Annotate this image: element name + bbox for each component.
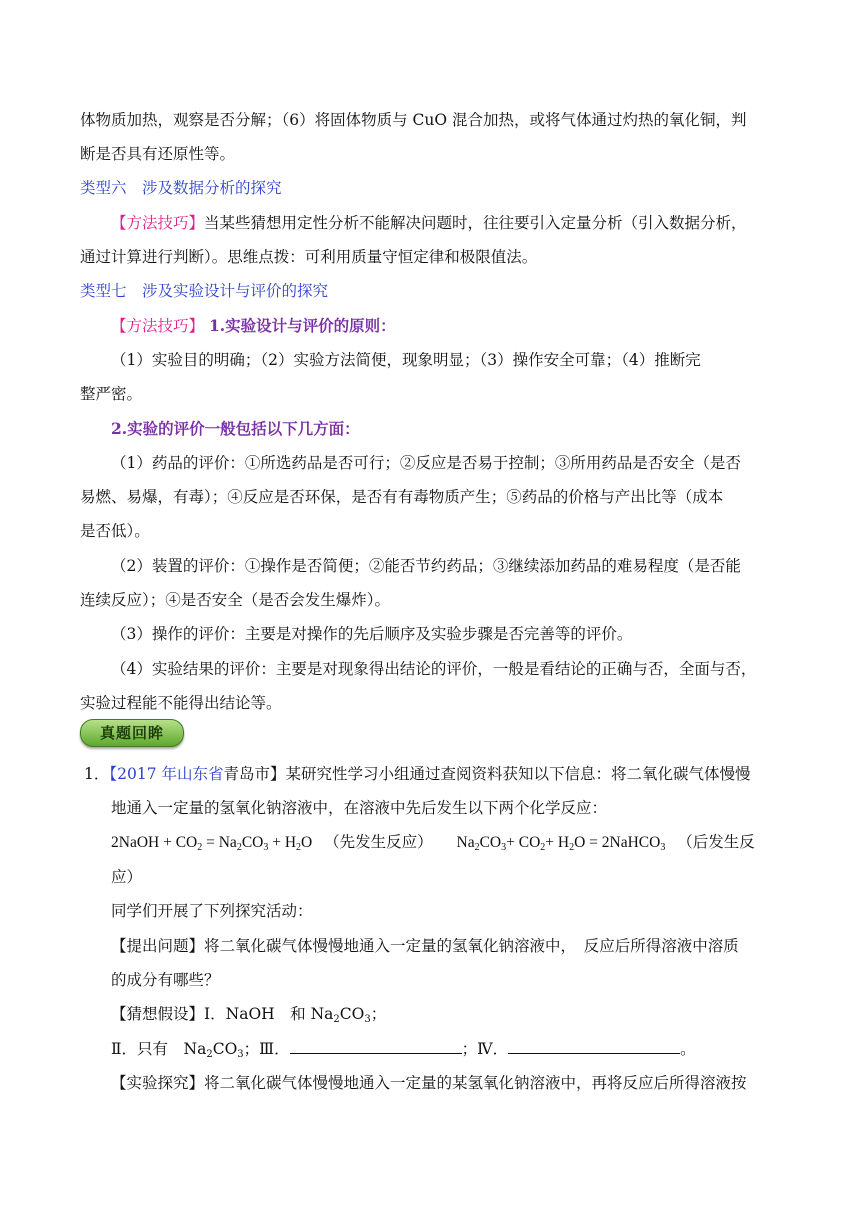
answer-blank-iv[interactable] (508, 1039, 680, 1054)
question-source-close: 】 (270, 765, 286, 783)
section-heading-type6: 类型六 涉及数据分析的探究 (80, 179, 282, 197)
section-heading-type7: 类型七 涉及实验设计与评价的探究 (80, 282, 329, 300)
paragraph-line: （1）药品的评价：①所选药品是否可行；②反应是否易于控制；③所用药品是否安全（是否 (111, 454, 741, 472)
method-tips-label: 【方法技巧】 (111, 214, 205, 232)
paragraph-line: 连续反应）；④是否安全（是否会发生爆炸）。 (80, 591, 391, 609)
question-source: 【2017 年山东省 (109, 765, 224, 783)
equation-2: $Na_2CO_3+ CO_2+ H_2O$ = 2NaHCO$_3$ (456, 834, 666, 853)
question-text: 某研究性学习小组通过查阅资料获知以下信息：将二氧化碳气体慢慢 (285, 765, 751, 783)
paragraph-line: 应） (111, 868, 143, 886)
paragraph-line: （3）操作的评价：主要是对操作的先后顺序及实验步骤是否完善等的评价。 (111, 625, 633, 643)
experiment-label: 【实验探究】 (111, 1074, 205, 1092)
principle-heading: 1.实验设计与评价的原则： (208, 316, 396, 335)
paragraph-line: 整严密。 (80, 385, 143, 403)
paragraph-line: 体物质加热，观察是否分解；（6）将固体物质与 CuO 混合加热，或将气体通过灼热的氧化铜，判 (80, 111, 747, 129)
method-tips-label: 【方法技巧】 (111, 317, 205, 335)
tips-line (111, 315, 396, 337)
paragraph-line: 是否低）。 (80, 522, 150, 540)
reaction-equations (111, 832, 755, 854)
answer-blank-iii[interactable] (290, 1039, 462, 1054)
question-number: 1． (84, 765, 110, 783)
question-line (84, 763, 751, 785)
tips-text: 当某些猜想用定性分析不能解决问题时，往往要引入定量分析（引入数据分析， (204, 214, 747, 232)
paragraph-line: 断是否具有还原性等。 (80, 145, 236, 163)
equation-1-note: （先发生反应） (324, 834, 433, 851)
equation-2-note: （后发生反 (677, 834, 755, 851)
paragraph-line: （4）实验结果的评价：主要是对现象得出结论的评价，一般是看结论的正确与否，全面与否， (111, 660, 757, 678)
paragraph-line: 同学们开展了下列探究活动： (111, 902, 313, 920)
hypothesis-line: Ⅱ．只有 $Na_2CO_3$；Ⅲ． ；Ⅳ． 。 (111, 1040, 696, 1060)
paragraph-line: 的成分有哪些？ (111, 971, 220, 989)
ask-label: 【提出问题】 (111, 937, 205, 955)
evaluation-heading: 2.实验的评价一般包括以下几方面： (111, 419, 360, 438)
paragraph-line: （2）装置的评价：①操作是否简便；②能否节约药品；③继续添加药品的难易程度（是否能 (111, 557, 741, 575)
experiment-line (111, 1072, 747, 1094)
hypothesis-label: 【猜想假设】 (111, 1005, 205, 1023)
ask-line (111, 935, 739, 957)
paragraph-line: 通过计算进行判断）。思维点拨：可利用质量守恒定律和极限值法。 (80, 248, 538, 266)
hypothesis-line: 【猜想假设】Ⅰ．NaOH 和 $Na_2CO_3$； (111, 1005, 387, 1025)
tips-line (111, 212, 747, 234)
experiment-text: 将二氧化碳气体慢慢地通入一定量的某氢氧化钠溶液中，再将反应后所得溶液按 (204, 1074, 747, 1092)
equation-1: 2NaOH + $CO_2 = Na_2CO_3 + H_2O$ (111, 834, 313, 853)
paragraph-line: 实验过程能不能得出结论等。 (80, 694, 282, 712)
question-line: 地通入一定量的氢氧化钠溶液中，在溶液中先后发生以下两个化学反应： (111, 799, 608, 817)
paragraph-line: 易燃、易爆，有毒）；④反应是否环保，是否有有毒物质产生；⑤药品的价格与产出比等（成本 (80, 488, 724, 506)
ask-text: 将二氧化碳气体慢慢地通入一定量的氢氧化钠溶液中， 反应后所得溶液中溶质 (204, 937, 739, 955)
real-exam-review-badge: 真题回眸 (80, 719, 184, 747)
paragraph-line: （1）实验目的明确；（2）实验方法简便，现象明显；（3）操作安全可靠；（4）推断完 (111, 351, 701, 369)
question-source-city: 青岛市 (223, 765, 271, 783)
